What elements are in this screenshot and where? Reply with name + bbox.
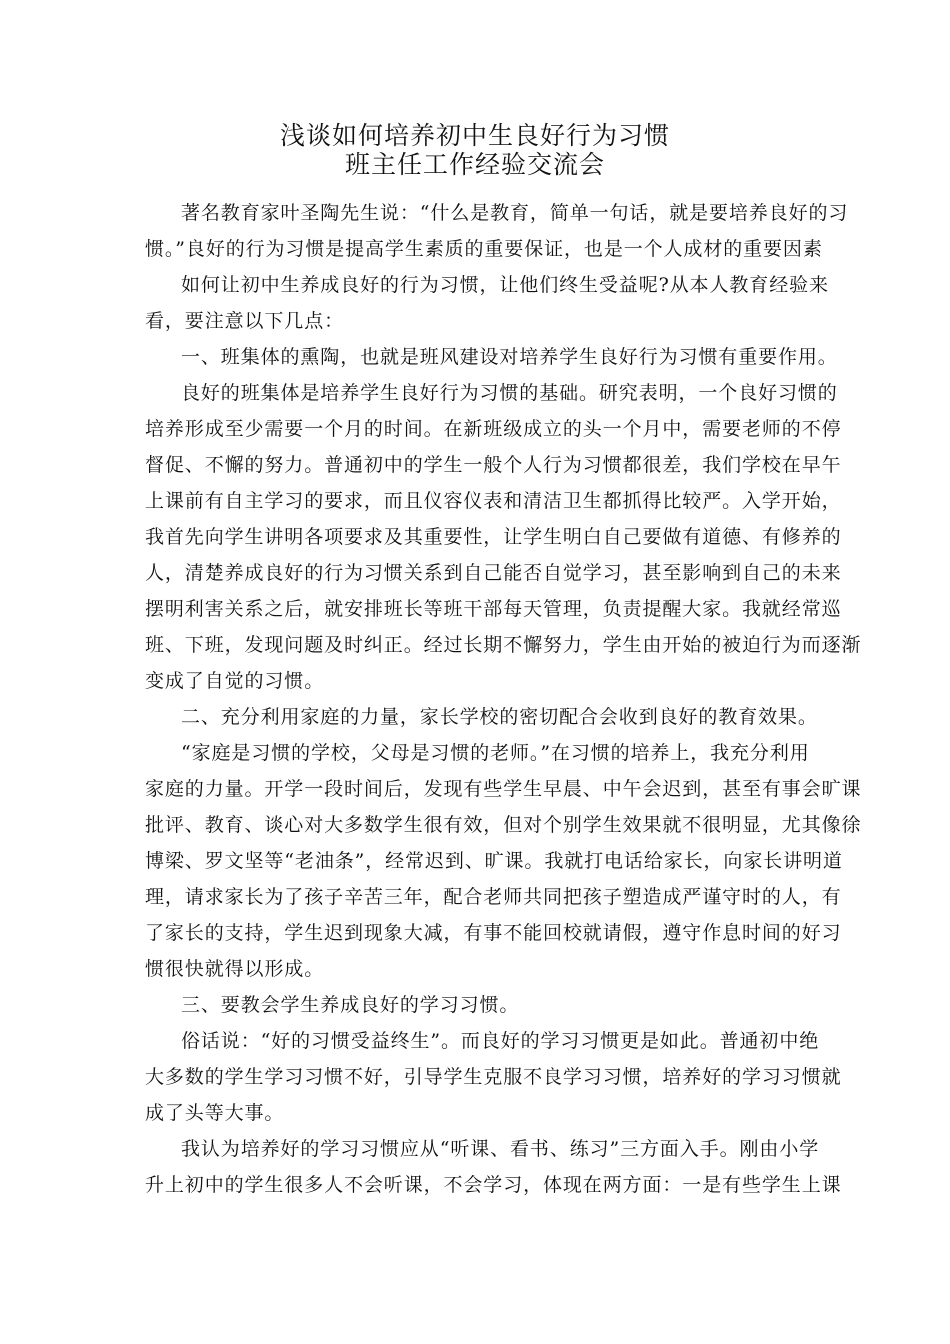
paragraph-line: “家庭是习惯的学校，父母是习惯的老师。”在习惯的培养上，我充分利用 <box>181 742 810 764</box>
paragraph-line: 摆明利害关系之后，就安排班长等班干部每天管理，负责提醒大家。我就经常巡 <box>145 598 842 620</box>
paragraph-line: 了家长的支持，学生迟到现象大减，有事不能回校就请假，遵守作息时间的好习 <box>145 922 842 944</box>
section-heading: 一、班集体的熏陶，也就是班风建设对培养学生良好行为习惯有重要作用。 <box>181 346 838 368</box>
paragraph-line: 我认为培养好的学习习惯应从“听课、看书、练习”三方面入手。刚由小学 <box>181 1138 820 1160</box>
paragraph-line: 班、下班，发现问题及时纠正。经过长期不懈努力，学生由开始的被迫行为而逐渐 <box>145 634 862 656</box>
paragraph-line: 如何让初中生养成良好的行为习惯，让他们终生受益呢?从本人教育经验来 <box>181 274 829 296</box>
paragraph-line: 看，要注意以下几点： <box>145 310 345 332</box>
paragraph-line: 升上初中的学生很多人不会听课，不会学习，体现在两方面：一是有些学生上课 <box>145 1174 842 1196</box>
paragraph-line: 著名教育家叶圣陶先生说：“什么是教育，简单一句话，就是要培养良好的习 <box>181 202 849 224</box>
paragraph-line: 俗话说：“好的习惯受益终生”。而良好的学习习惯更是如此。普通初中绝 <box>181 1030 820 1052</box>
paragraph-line: 人，清楚养成良好的行为习惯关系到自己能否自觉学习，甚至影响到自己的未来 <box>145 562 842 584</box>
paragraph-line: 成了头等大事。 <box>145 1102 285 1124</box>
paragraph-line: 督促、不懈的努力。普通初中的学生一般个人行为习惯都很差，我们学校在早午 <box>145 454 842 476</box>
document-subtitle: 班主任工作经验交流会 <box>344 150 605 179</box>
paragraph-line: 批评、教育、谈心对大多数学生很有效，但对个别学生效果就不很明显，尤其像徐 <box>145 814 862 836</box>
paragraph-line: 家庭的力量。开学一段时间后，发现有些学生早晨、中午会迟到，甚至有事会旷课 <box>145 778 862 800</box>
paragraph-line: 培养形成至少需要一个月的时间。在新班级成立的头一个月中，需要老师的不停 <box>145 418 842 440</box>
section-heading: 二、充分利用家庭的力量，家长学校的密切配合会收到良好的教育效果。 <box>181 706 818 728</box>
paragraph-line: 惯很快就得以形成。 <box>145 958 325 980</box>
document-title: 浅谈如何培养初中生良好行为习惯 <box>279 121 670 150</box>
paragraph-line: 上课前有自主学习的要求，而且仪容仪表和清洁卫生都抓得比较严。入学开始， <box>145 490 842 512</box>
paragraph-line: 良好的班集体是培养学生良好行为习惯的基础。研究表明，一个良好习惯的 <box>181 382 838 404</box>
paragraph-line: 博梁、罗文坚等“老油条”，经常迟到、旷课。我就打电话给家长，向家长讲明道 <box>145 850 843 872</box>
paragraph-line: 大多数的学生学习习惯不好，引导学生克服不良学习习惯，培养好的学习习惯就 <box>145 1066 842 1088</box>
paragraph-line: 惯。”良好的行为习惯是提高学生素质的重要保证，也是一个人成材的重要因素 <box>145 238 823 260</box>
paragraph-line: 变成了自觉的习惯。 <box>145 670 325 692</box>
paragraph-line: 理，请求家长为了孩子辛苦三年，配合老师共同把孩子塑造成严谨守时的人，有 <box>145 886 842 908</box>
paragraph-line: 我首先向学生讲明各项要求及其重要性，让学生明白自己要做有道德、有修养的 <box>145 526 842 548</box>
section-heading: 三、要教会学生养成良好的学习习惯。 <box>181 994 520 1016</box>
